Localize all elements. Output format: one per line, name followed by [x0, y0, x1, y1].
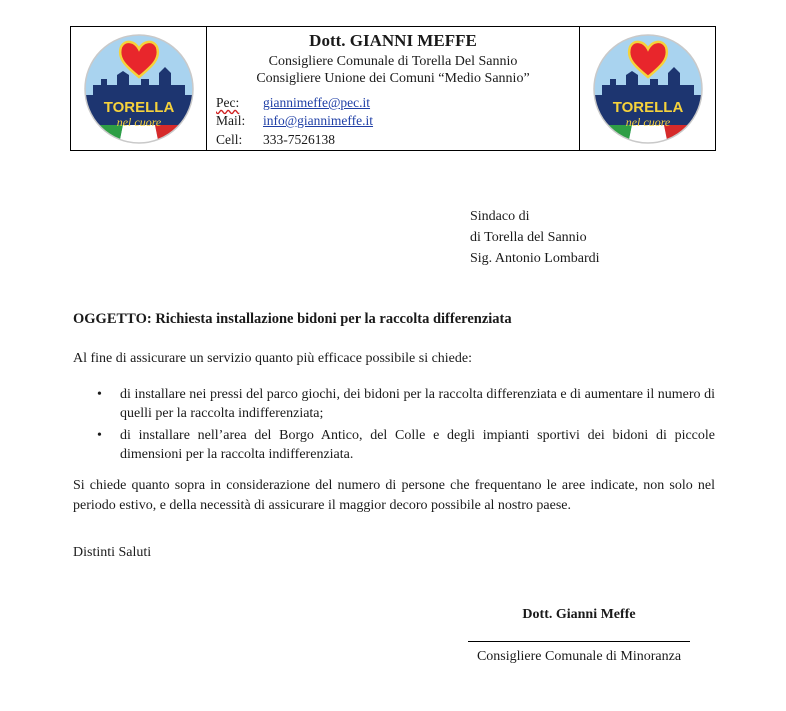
- sender-title-1: Consigliere Comunale di Torella Del Sannio: [268, 54, 518, 69]
- contact-cell: [216, 132, 335, 148]
- signature-line: [468, 641, 690, 642]
- signature-role: Consigliere Comunale di Minoranza: [476, 649, 682, 664]
- logo-text-1: TORELLA: [103, 98, 174, 116]
- contact-mail: [216, 113, 373, 129]
- request-list: [73, 385, 715, 467]
- closing-greeting: Distinti Saluti: [73, 545, 152, 560]
- mail-link[interactable]: info@giannimeffe.it: [263, 113, 374, 128]
- letterhead: [70, 26, 716, 151]
- recipient-line-2: di Torella del Sannio: [470, 230, 587, 245]
- logo-cell-right: [579, 27, 715, 150]
- list-item: [73, 385, 715, 423]
- cell-label: Cell:: [216, 132, 243, 147]
- mail-label: Mail:: [216, 113, 246, 128]
- logo-text-2: nel cuore: [625, 114, 670, 129]
- pec-label: Pec:: [216, 95, 240, 110]
- sender-name: Dott. GIANNI MEFFE: [309, 31, 477, 50]
- logo-text-1: TORELLA: [612, 98, 683, 116]
- bullet-icon: •: [97, 387, 102, 402]
- sender-title-2: Consigliere Unione dei Comuni “Medio Sannio”: [256, 71, 530, 86]
- list-item-text: di installare nell’area del Borgo Antico, del Colle e degli impianti sportivi dei bidoni di piccole dimensioni per la raccolta indifferenziata.: [120, 428, 715, 462]
- signature-name: Dott. Gianni Meffe: [522, 607, 636, 622]
- logo-text-2: nel cuore: [116, 114, 161, 129]
- intro-text: Al fine di assicurare un servizio quanto più efficace possibile si chiede:: [73, 351, 472, 366]
- torella-logo: [83, 33, 195, 145]
- contact-pec: [216, 95, 370, 111]
- subject-line: OGGETTO: Richiesta installazione bidoni per la raccolta differenziata: [73, 311, 512, 327]
- recipient-line-1: Sindaco di: [470, 209, 530, 224]
- body-paragraph: Si chiede quanto sopra in considerazione del numero di persone che frequentano le aree indicate, non solo nel periodo estivo, e della necessità di assicurare il maggior decoro possibile al nostro paese.: [73, 478, 715, 513]
- pec-link[interactable]: giannimeffe@pec.it: [263, 95, 371, 110]
- list-item-text: di installare nei pressi del parco giochi, dei bidoni per la raccolta differenziata e di aumentare il numero di quelli per la raccolta indifferenziata;: [120, 387, 715, 421]
- cell-value: 333-7526138: [263, 132, 335, 147]
- recipient-block: [470, 206, 600, 269]
- list-item: [73, 426, 715, 464]
- bullet-icon: •: [97, 428, 102, 443]
- torella-logo: [592, 33, 704, 145]
- logo-cell-left: [71, 27, 207, 150]
- recipient-line-3: Sig. Antonio Lombardi: [470, 251, 600, 266]
- letterhead-center: [207, 27, 579, 150]
